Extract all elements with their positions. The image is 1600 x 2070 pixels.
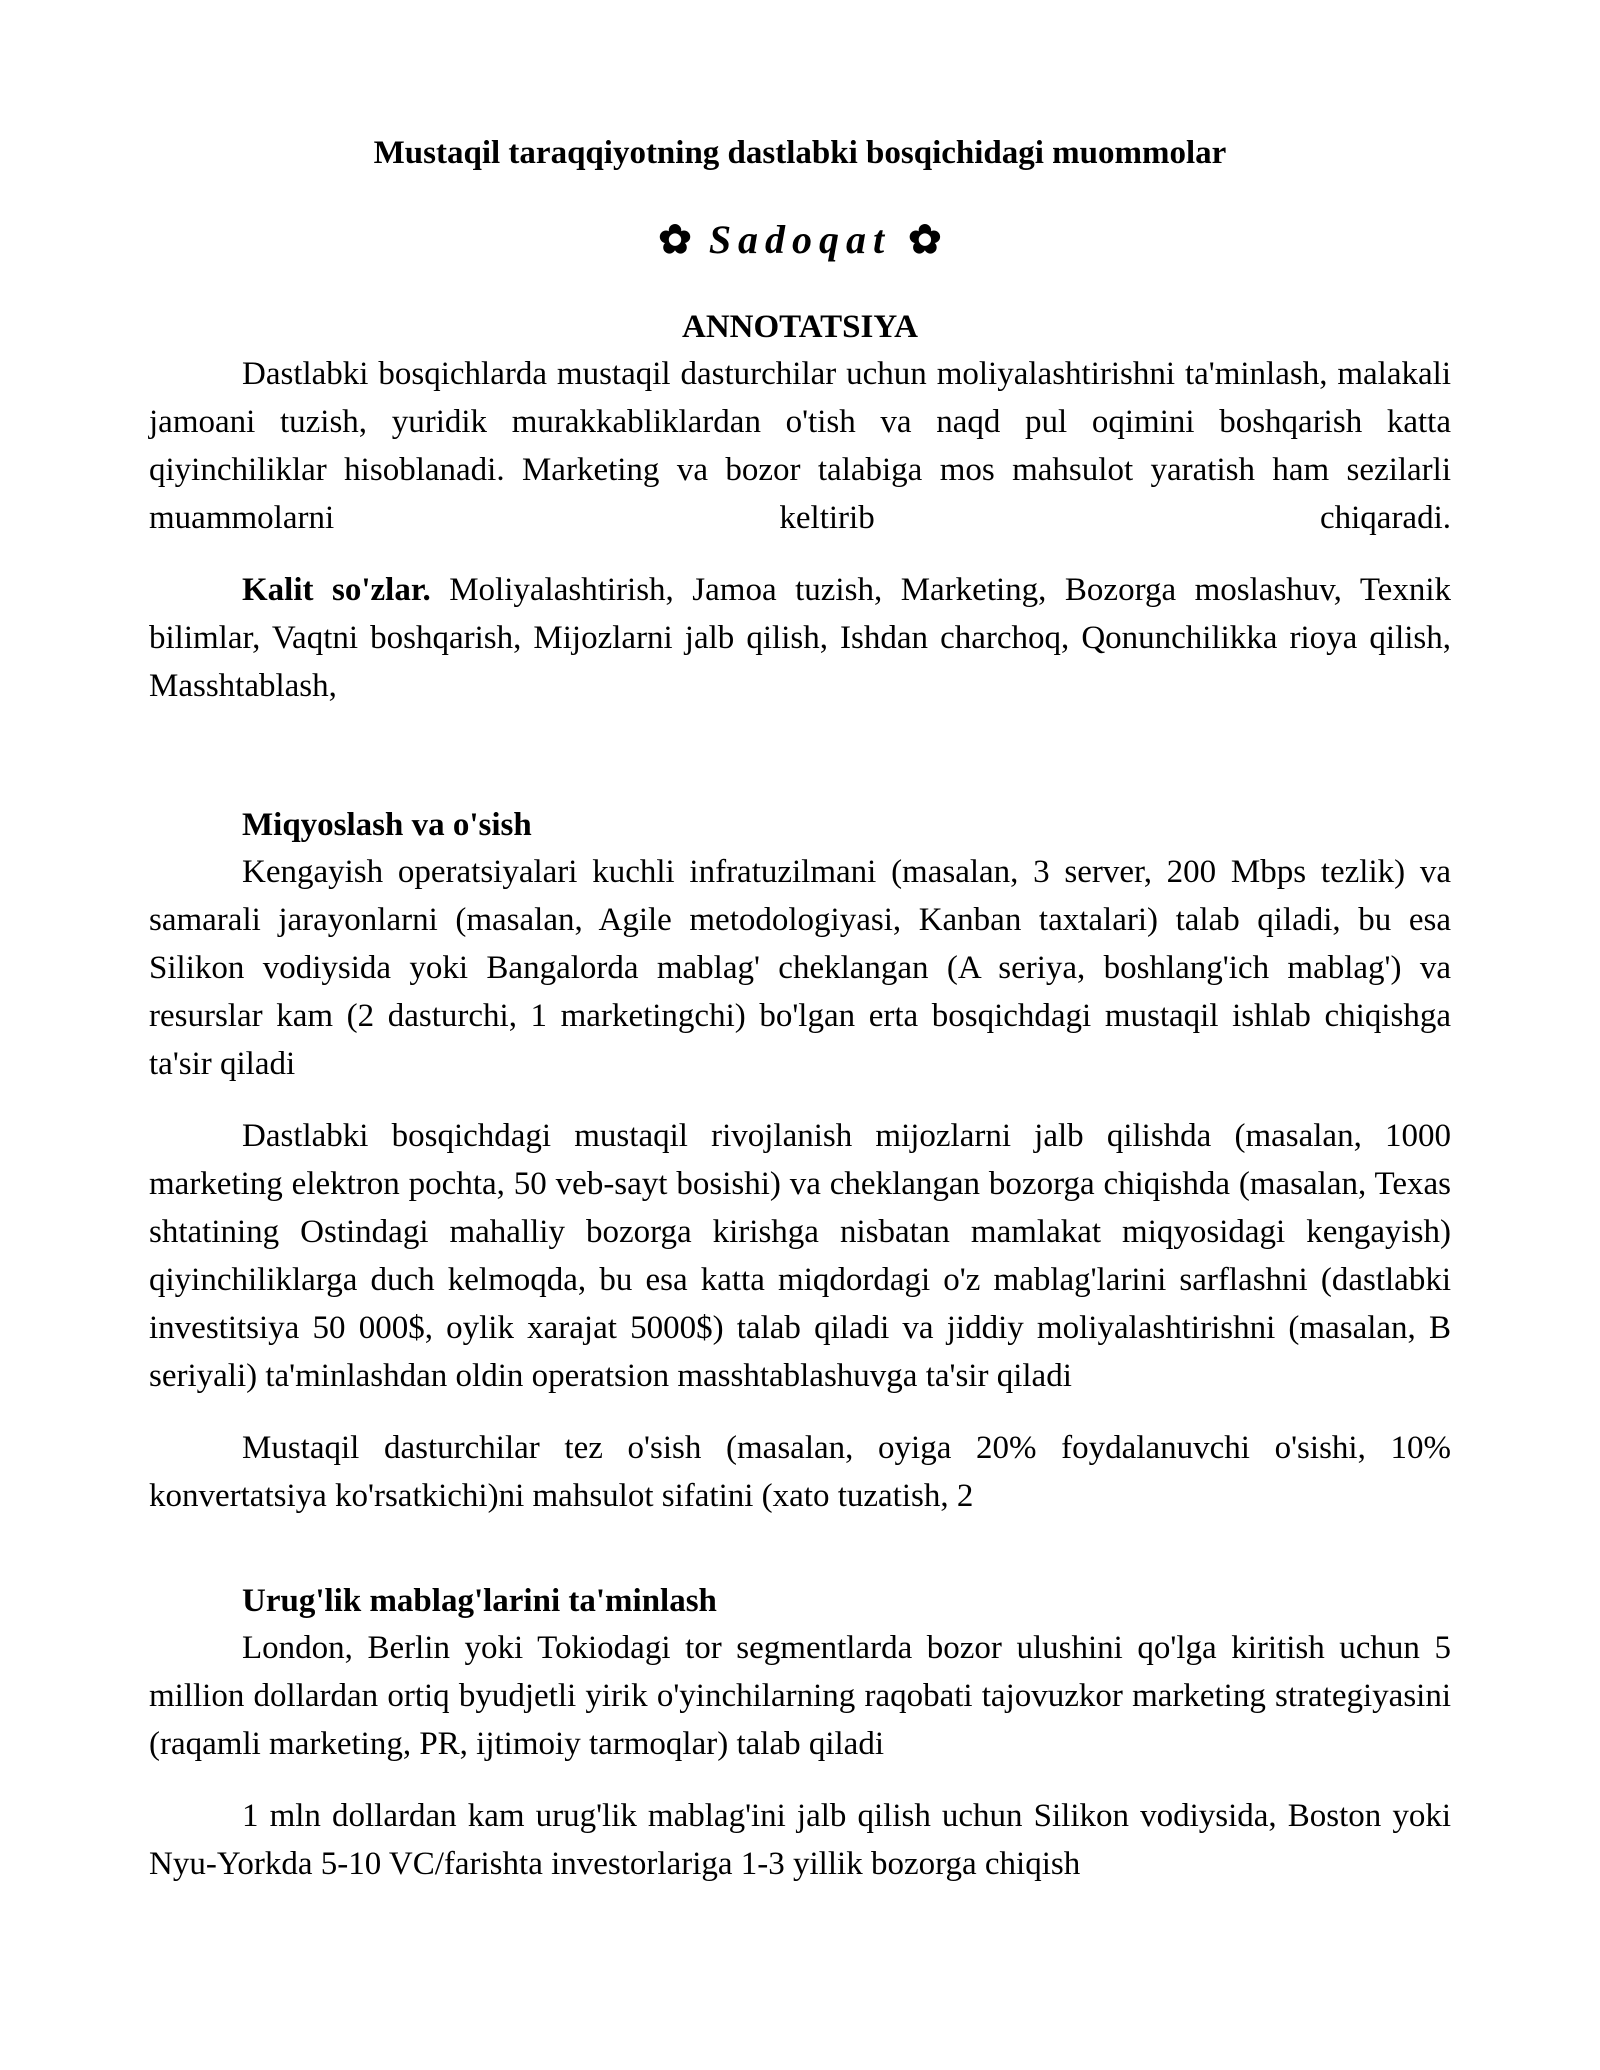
keywords-text: Moliyalashtirish, Jamoa tuzish, Marketing, Bozorga moslashuv, Texnik bilimlar, Vaqtni boshqarish, Mijozlarni jalb qilish, Ishdan charchoq, Qonunchilikka rioya qilish, Masshtablash, xyxy=(149,572,1451,704)
spacer xyxy=(149,710,1451,802)
author-line xyxy=(149,212,1451,268)
spacer xyxy=(149,1400,1451,1424)
section-heading: Miqyoslash va o'sish xyxy=(242,807,532,843)
annotation-paragraph: Dastlabki bosqichlarda mustaqil dasturchilar uchun moliyalashtirishni ta'minlash, malakali jamoani tuzish, yuridik murakkabliklardan o'tish va naqd pul oqimini boshqarish katta qiyinchiliklar hisoblanadi. Marketing va bozor talabiga mos mahsulot yaratish ham sezilarli muammolarni keltirib chiqaradi. xyxy=(149,356,1451,536)
spacer xyxy=(149,1768,1451,1792)
section-heading: Urug'lik mablag'larini ta'minlash xyxy=(242,1583,717,1619)
annotation-heading: ANNOTATSIYA xyxy=(682,309,918,345)
flower-icon-right: ✿ xyxy=(908,217,942,262)
section-paragraph: 1 mln dollardan kam urug'lik mablag'ini jalb qilish uchun Silikon vodiysida, Boston yoki Nyu-Yorkda 5-10 VC/farishta investorlariga 1-3 yillik bozorga chiqish xyxy=(149,1798,1451,1882)
document-title: Mustaqil taraqqiyotning dastlabki bosqichidagi muommolar xyxy=(373,135,1227,171)
section-paragraph: London, Berlin yoki Tokiodagi tor segmentlarda bozor ulushini qo'lga kiritish uchun 5 million dollardan ortiq byudjetli yirik o'yinchilarning raqobati tajovuzkor marketing strategiyasini (raqamli marketing, PR, ijtimoiy tarmoqlar) talab qiladi xyxy=(149,1630,1451,1762)
flower-icon-left: ✿ xyxy=(658,217,692,262)
author-name: Sadoqat xyxy=(708,217,892,262)
spacer xyxy=(149,1088,1451,1112)
spacer xyxy=(149,1520,1451,1578)
section-paragraph: Mustaqil dasturchilar tez o'sish (masalan, oyiga 20% foydalanuvchi o'sishi, 10% konvertatsiya ko'rsatkichi)ni mahsulot sifatini (xato tuzatish, 2 xyxy=(149,1430,1451,1514)
keywords-paragraph xyxy=(149,566,1451,710)
section-paragraph: Dastlabki bosqichdagi mustaqil rivojlanish mijozlarni jalb qilishda (masalan, 1000 marketing elektron pochta, 50 veb-sayt bosishi) va cheklangan bozorga chiqishda (masalan, Texas shtatining Ostindagi mahalliy bozorga kirishga nisbatan mamlakat miqyosidagi kengayish) qiyinchiliklarga duch kelmoqda, bu esa katta miqdordagi o'z mablag'larini sarflashni (dastlabki investitsiya 50 000$, oylik xarajat 5000$) talab qiladi va jiddiy moliyalashtirishni (masalan, B seriyali) ta'minlashdan oldin operatsion masshtablashuvga ta'sir qiladi xyxy=(149,1118,1451,1394)
section-paragraph: Kengayish operatsiyalari kuchli infratuzilmani (masalan, 3 server, 200 Mbps tezlik) va samarali jarayonlarni (masalan, Agile metodologiyasi, Kanban taxtalari) talab qiladi, bu esa Silikon vodiysida yoki Bangalorda mablag' cheklangan (A seriya, boshlang'ich mablag') va resurslar kam (2 dasturchi, 1 marketingchi) bo'lgan erta bosqichdagi mustaqil ishlab chiqishga ta'sir qiladi xyxy=(149,854,1451,1082)
spacer xyxy=(149,542,1451,566)
keywords-label: Kalit so'zlar. xyxy=(242,572,431,608)
